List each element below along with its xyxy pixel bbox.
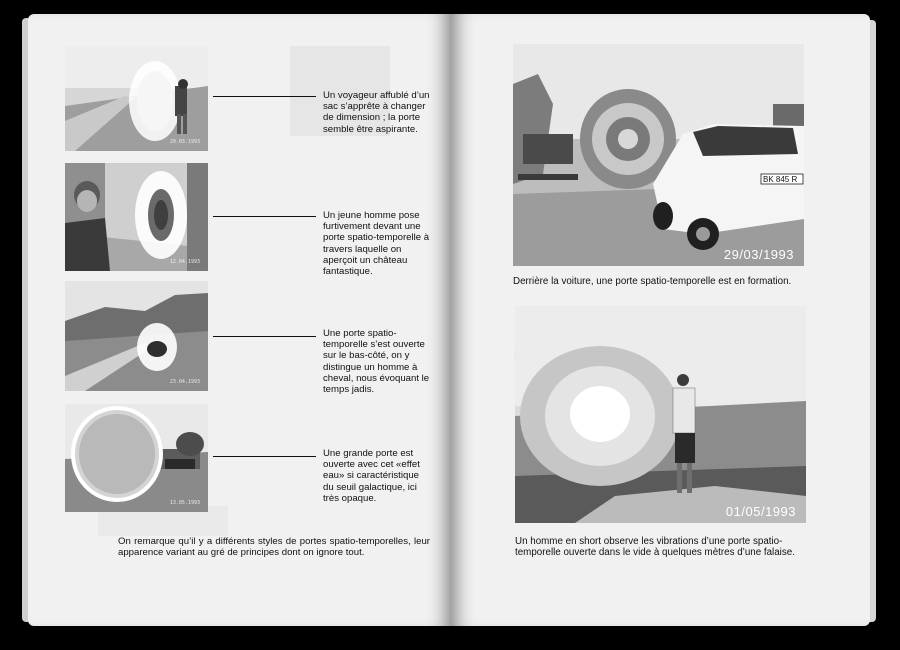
leader-line xyxy=(213,216,316,217)
photo-voyageur xyxy=(65,46,208,151)
caption-effet-eau: Une grande porte est ouverte avec cet «effet eau» si caractéristique du seuil galactique, ici très opaque. xyxy=(323,448,420,504)
photo-date: 01/05/1993 xyxy=(725,504,796,519)
photo-voiture xyxy=(513,44,804,266)
photo-effet-eau xyxy=(65,404,208,512)
leader-line xyxy=(213,336,316,337)
caption-cheval: Une porte spatio-temporelle s’est ouverte sur le bas-côté, on y distingue un homme à cheval, nous évoquant le temps jadis. xyxy=(323,328,430,396)
leader-line xyxy=(213,96,316,97)
photo-jeune-homme xyxy=(65,163,208,271)
leader-line xyxy=(213,456,316,457)
photo-falaise xyxy=(515,306,806,523)
photo-stamp: 23.04.1993 xyxy=(169,379,200,385)
caption-jeune-homme: Un jeune homme pose furtivement devant une porte spatio-temporelle à travers laquelle on aperçoit un château fantastique. xyxy=(323,210,430,278)
photo-date: 29/03/1993 xyxy=(723,247,794,262)
caption-falaise: Un homme en short observe les vibrations d’une porte spatio-temporelle ouverte dans le vide à quelques mètres d’une falaise. xyxy=(515,536,795,559)
photo-cheval xyxy=(65,281,208,391)
photo-stamp: 12.04.1993 xyxy=(169,259,200,265)
photo-stamp: 13.05.1993 xyxy=(169,500,200,506)
caption-voyageur: Un voyageur affublé d’un sac s’apprête à changer de dimension ; la porte semble être aspirante. xyxy=(323,90,430,135)
body-paragraph: On remarque qu’il y a différents styles de portes spatio-temporelles, leur apparence variant au gré de principes dont on ignore tout. xyxy=(118,536,430,559)
svg-text:BK 845 R: BK 845 R xyxy=(763,175,798,184)
photo-stamp: 20.03.1993 xyxy=(169,139,200,145)
caption-voiture: Derrière la voiture, une porte spatio-temporelle est en formation. xyxy=(513,276,792,287)
